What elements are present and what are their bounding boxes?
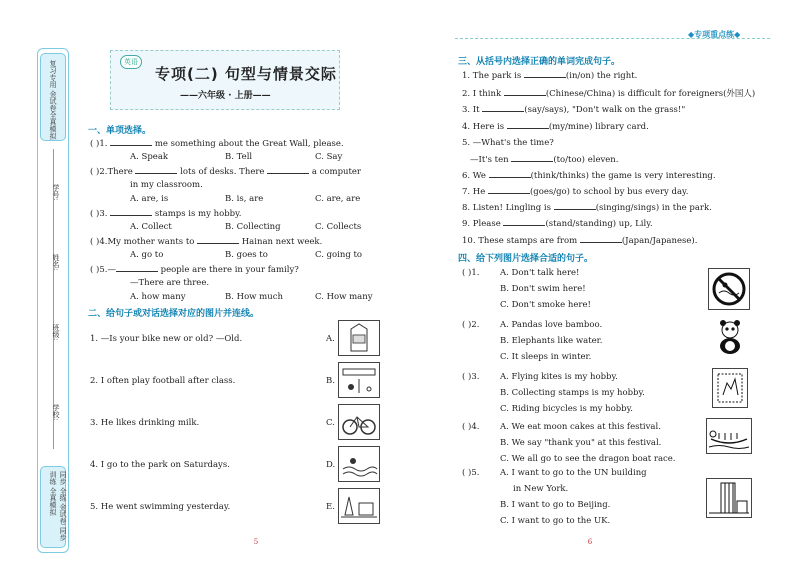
match-a-letter: A. — [326, 334, 335, 344]
fill-6-blank[interactable] — [489, 170, 531, 178]
q3-blank[interactable] — [110, 208, 152, 216]
group-4-opt-a: A. We eat moon cakes at this festival. — [500, 422, 661, 432]
dragon-boat-icon — [707, 419, 751, 453]
fill-3-blank[interactable] — [482, 104, 524, 112]
fill-7 — [462, 186, 688, 197]
field-school: 学校: — [52, 404, 60, 421]
group-3-opt-b: B. Collecting stamps is my hobby. — [500, 388, 645, 398]
q1-stem — [90, 138, 344, 149]
fill-2 — [462, 87, 755, 99]
group-5-opt-a: A. I want to go to the UN building — [500, 468, 647, 478]
q2-text-c: a computer — [311, 167, 361, 177]
fill-4-b: (my/mine) library card. — [548, 122, 649, 132]
q4-text-a: My mother wants to — [107, 237, 195, 247]
playground-picture[interactable] — [338, 362, 380, 398]
page-subtitle: ——六年级 · 上册—— — [180, 91, 271, 101]
q4-text-b: Hainan next week. — [241, 237, 323, 247]
fill-9-b: (stand/standing) up, Lily. — [545, 219, 653, 229]
fill-1 — [462, 70, 637, 81]
fill-9-blank[interactable] — [503, 218, 545, 226]
q5-opt-b: B. How much — [225, 292, 283, 302]
group-2-opt-c: C. It sleeps in winter. — [500, 352, 592, 362]
q4-blank[interactable] — [197, 236, 239, 244]
section-4-title: 四、给下列图片选择合适的句子。 — [458, 254, 594, 264]
stamp-icon — [713, 369, 747, 407]
fill-9 — [462, 218, 653, 229]
group-1-num: ( )1. — [462, 268, 480, 278]
fill-1-a: 1. The park is — [462, 71, 522, 81]
group-5-opt-c: C. I want to go to the UK. — [500, 516, 611, 526]
fill-10-b: (Japan/Japanese). — [621, 236, 698, 246]
fill-3-b: (say/says), "Don't walk on the grass!" — [524, 105, 686, 115]
fill-4 — [462, 121, 649, 132]
group-5-num: ( )5. — [462, 468, 480, 478]
q3-opt-b: B. Collecting — [225, 222, 281, 232]
bicycle-icon — [339, 405, 379, 439]
group-4-opt-c: C. We all go to see the dragon boat race. — [500, 454, 676, 464]
q2-text-a: There — [107, 167, 133, 177]
q3-opt-c: C. Collects — [315, 222, 362, 232]
fill-2-b: (Chinese/China) is difficult for foreigners(外国人) — [545, 89, 756, 99]
fill-9-a: 9. Please — [462, 219, 501, 229]
section-3-title: 三、从括号内选择正确的单词完成句子。 — [458, 57, 621, 67]
q2-blank-1[interactable] — [135, 166, 177, 174]
group-4-opt-b: B. We say "thank you" at this festival. — [500, 438, 662, 448]
side-top-label — [40, 53, 66, 141]
match-b-letter: B. — [326, 376, 335, 386]
q4-number: ( )4. — [90, 237, 108, 247]
q1-opt-a: A. Speak — [130, 152, 169, 162]
group-3-num: ( )3. — [462, 372, 480, 382]
q3-text: stamps is my hobby. — [154, 209, 242, 219]
panda-icon — [712, 318, 748, 356]
field-class: 班级: — [52, 324, 60, 341]
group-1-opt-b: B. Don't swim here! — [500, 284, 586, 294]
fill-8-blank[interactable] — [554, 202, 596, 210]
group-1-opt-c: C. Don't smoke here! — [500, 300, 591, 310]
match-1-text: 1. —Is your bike new or old? —Old. — [90, 334, 243, 344]
q5-answer-line: —There are three. — [130, 278, 210, 288]
fill-6-a: 6. We — [462, 171, 486, 181]
panda-picture — [712, 318, 748, 356]
q3-stem — [90, 208, 241, 219]
match-2-text: 2. I often play football after class. — [90, 376, 236, 386]
page-title: 专项(二) 句型与情景交际 — [155, 65, 337, 83]
stamps-picture — [712, 368, 748, 408]
section-1-title: 一、单项选择。 — [88, 126, 152, 136]
fill-4-blank[interactable] — [507, 121, 549, 129]
field-name: 姓名: — [52, 254, 60, 271]
fill-1-blank[interactable] — [524, 70, 566, 78]
dragon-boat-picture — [706, 418, 752, 454]
fill-7-b: (goes/go) to school by bus every day. — [529, 187, 689, 197]
section-stamp: ◆专项重点练◆ — [688, 30, 741, 39]
q5-dash: — — [107, 265, 116, 275]
milk-carton-icon — [339, 321, 379, 355]
group-2-opt-a: A. Pandas love bamboo. — [500, 320, 603, 330]
football-field-icon — [339, 363, 379, 397]
fill-2-blank[interactable] — [504, 88, 546, 96]
q2-text-b: lots of desks. There — [180, 167, 265, 177]
q1-blank[interactable] — [110, 138, 152, 146]
q5-text: people are there in your family? — [160, 265, 299, 275]
group-3-opt-c: C. Riding bicycles is my hobby. — [500, 404, 633, 414]
match-c-letter: C. — [326, 418, 335, 428]
park-icon — [339, 489, 379, 523]
park-picture[interactable] — [338, 488, 380, 524]
q5-blank[interactable] — [116, 264, 158, 272]
match-3-text: 3. He likes drinking milk. — [90, 418, 200, 428]
fill-10 — [462, 235, 697, 246]
q3-number: ( )3. — [90, 209, 108, 219]
group-2-num: ( )2. — [462, 320, 480, 330]
fill-8-b: (singing/sings) in the park. — [595, 203, 712, 213]
q2-number: ( )2. — [90, 167, 108, 177]
q4-stem — [90, 236, 322, 247]
fill-5-question: 5. —What's the time? — [462, 138, 554, 148]
side-top-text: 复习专用 金试卷全真模拟 — [49, 60, 57, 140]
q4-opt-c: C. going to — [315, 250, 363, 260]
q1-number: ( )1. — [90, 139, 108, 149]
fill-4-a: 4. Here is — [462, 122, 505, 132]
q2-text-d: in my classroom. — [130, 180, 203, 190]
q1-opt-c: C. Say — [315, 152, 343, 162]
fill-6-b: (think/thinks) the game is very interesting. — [530, 171, 716, 181]
fill-3-a: 3. It — [462, 105, 480, 115]
no-swimming-icon — [709, 269, 749, 309]
un-building-icon — [707, 479, 751, 517]
group-5-opt-a-cont: in New York. — [513, 484, 569, 494]
match-4-text: 4. I go to the park on Saturdays. — [90, 460, 230, 470]
q2-blank-2[interactable] — [267, 166, 309, 174]
q2-opt-c: C. are, are — [315, 194, 361, 204]
q5-number: ( )5. — [90, 265, 108, 275]
page-number-left: 5 — [253, 538, 259, 546]
group-1-opt-a: A. Don't talk here! — [500, 268, 580, 278]
q4-opt-b: B. goes to — [225, 250, 268, 260]
bicycle-picture[interactable] — [338, 404, 380, 440]
fill-5-blank[interactable] — [511, 154, 553, 162]
fill-2-a: 2. I think — [462, 89, 502, 99]
q4-opt-a: A. go to — [130, 250, 164, 260]
swimmer-icon — [339, 447, 379, 481]
q2-stem — [90, 166, 361, 177]
match-5-text: 5. He went swimming yesterday. — [90, 502, 231, 512]
fill-8-a: 8. Listen! Lingling is — [462, 203, 551, 213]
group-2-opt-b: B. Elephants like water. — [500, 336, 603, 346]
match-d-letter: D. — [326, 460, 336, 470]
match-e-letter: E. — [326, 502, 335, 512]
fill-1-b: (in/on) the right. — [565, 71, 638, 81]
q5-opt-a: A. how many — [130, 292, 186, 302]
no-swimming-sign — [708, 268, 750, 310]
fill-5-b: (to/too) eleven. — [553, 155, 619, 165]
top-rule — [455, 38, 770, 39]
subject-badge: 英语 — [120, 55, 142, 69]
q2-opt-a: A. are, is — [130, 194, 169, 204]
fill-10-a: 10. These stamps are from — [462, 236, 578, 246]
group-4-num: ( )4. — [462, 422, 480, 432]
field-student-id: 学号: — [52, 184, 60, 201]
q2-opt-b: B. is, are — [225, 194, 264, 204]
fill-7-blank[interactable] — [488, 186, 530, 194]
un-building-picture — [706, 478, 752, 518]
page-number-right: 6 — [587, 538, 593, 546]
q1-opt-b: B. Tell — [225, 152, 253, 162]
section-2-title: 二、给句子或对话选择对应的图片并连线。 — [88, 309, 260, 319]
fill-6 — [462, 170, 716, 181]
group-5-opt-b: B. I want to go to Beijing. — [500, 500, 611, 510]
fill-7-a: 7. He — [462, 187, 486, 197]
side-bottom-label — [40, 466, 66, 548]
fill-8 — [462, 202, 712, 213]
group-3-opt-a: A. Flying kites is my hobby. — [500, 372, 618, 382]
fill-5 — [470, 154, 618, 165]
q1-text: me something about the Great Wall, please. — [154, 139, 344, 149]
milk-carton-picture[interactable] — [338, 320, 380, 356]
fill-3 — [462, 104, 685, 115]
side-strip — [37, 48, 69, 553]
side-bottom-text: 同步 全练 金试卷 同步训练 全真模拟 — [49, 471, 67, 541]
swimming-picture[interactable] — [338, 446, 380, 482]
q5-stem — [90, 264, 299, 275]
q5-opt-c: C. How many — [315, 292, 373, 302]
q3-opt-a: A. Collect — [130, 222, 172, 232]
fill-10-blank[interactable] — [580, 235, 622, 243]
fill-5-a: —It's ten — [470, 155, 509, 165]
